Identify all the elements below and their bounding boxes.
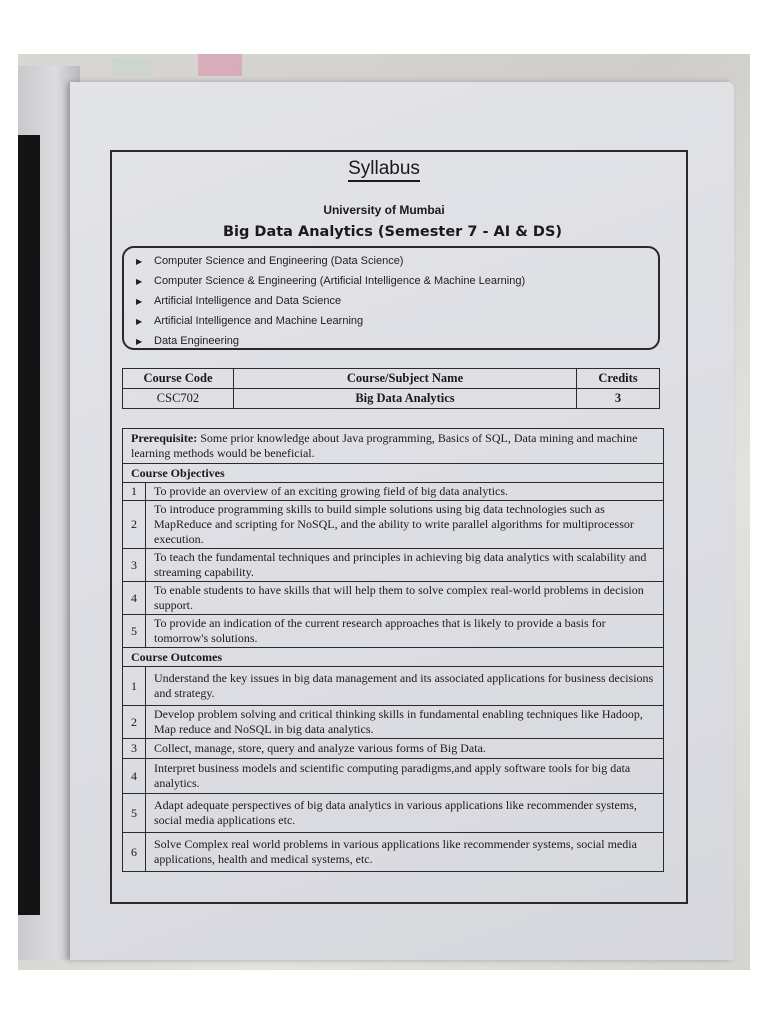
objective-number: 5 xyxy=(123,615,146,648)
table-row xyxy=(123,739,664,759)
bullet-icon: ▶ xyxy=(136,337,143,346)
outcome-text: Collect, manage, store, query and analyze various forms of Big Data. xyxy=(146,739,664,759)
objective-number: 2 xyxy=(123,501,146,549)
course-code: CSC702 xyxy=(123,389,234,409)
table-row xyxy=(123,667,664,706)
outcome-number: 2 xyxy=(123,706,146,739)
outcome-text: Adapt adequate perspectives of big data analytics in various applications like recommender systems, social media applications etc. xyxy=(146,794,664,833)
outcome-number: 6 xyxy=(123,833,146,872)
objective-text: To teach the fundamental techniques and principles in achieving big data analytics with scalability and streaming capability. xyxy=(146,549,664,582)
table-row xyxy=(123,483,664,501)
branch-item: ▶ Computer Science and Engineering (Data Science) xyxy=(136,251,658,271)
credits-value: 3 xyxy=(577,389,660,409)
outcome-number: 5 xyxy=(123,794,146,833)
objectives-heading: Course Objectives xyxy=(123,464,664,483)
outcome-text: Interpret business models and scientific computing paradigms,and apply software tools for big data analytics. xyxy=(146,759,664,794)
bullet-icon: ▶ xyxy=(136,257,143,266)
table-row xyxy=(123,833,664,872)
table-row xyxy=(123,389,660,409)
objective-number: 3 xyxy=(123,549,146,582)
branch-item: ▶ Artificial Intelligence and Data Science xyxy=(136,291,658,311)
sticky-note xyxy=(112,58,152,76)
objective-text: To provide an indication of the current research approaches that is likely to provide a basis for tomorrow's solutions. xyxy=(146,615,664,648)
prerequisite-text: Some prior knowledge about Java programming, Basics of SQL, Data mining and machine learning methods would be beneficial. xyxy=(131,431,638,460)
branch-item: ▶ Data Engineering xyxy=(136,331,658,351)
subject-title: Big Data Analytics (Semester 7 - AI & DS) xyxy=(222,224,563,240)
sticky-note xyxy=(198,54,242,76)
branch-item: ▶ Artificial Intelligence and Machine Learning xyxy=(136,311,658,331)
table-row xyxy=(123,759,664,794)
course-name-header: Course/Subject Name xyxy=(234,369,577,389)
table-header-row xyxy=(123,369,660,389)
outcome-number: 4 xyxy=(123,759,146,794)
course-name: Big Data Analytics xyxy=(234,389,577,409)
outcome-text: Understand the key issues in big data management and its associated applications for business decisions and strategy. xyxy=(146,667,664,706)
outcome-text: Develop problem solving and critical thinking skills in fundamental enabling techniques like Hadoop, Map reduce and NoSQL in big data analytics. xyxy=(146,706,664,739)
table-row xyxy=(123,706,664,739)
prerequisite-label: Prerequisite: xyxy=(131,431,198,445)
objective-text: To introduce programming skills to build simple solutions using big data technologies such as MapReduce and scripting for NoSQL, and the ability to write parallel algorithms for multiprocessor execution. xyxy=(146,501,664,549)
bullet-icon: ▶ xyxy=(136,297,143,306)
table-row xyxy=(123,615,664,648)
table-row xyxy=(123,794,664,833)
bullet-icon: ▶ xyxy=(136,277,143,286)
prerequisite-cell xyxy=(123,429,664,464)
section-row xyxy=(123,648,664,667)
course-code-header: Course Code xyxy=(123,369,234,389)
prerequisite-row xyxy=(123,429,664,464)
branch-item: ▶ Computer Science & Engineering (Artificial Intelligence & Machine Learning) xyxy=(136,271,658,291)
table-row xyxy=(123,549,664,582)
outcomes-heading: Course Outcomes xyxy=(123,648,664,667)
outcome-number: 3 xyxy=(123,739,146,759)
outcome-number: 1 xyxy=(123,667,146,706)
course-info-table xyxy=(122,368,660,409)
branch-list xyxy=(122,246,660,350)
objective-text: To provide an overview of an exciting growing field of big data analytics. xyxy=(146,483,664,501)
outcome-text: Solve Complex real world problems in various applications like recommender systems, social media applications, health and medical systems, etc. xyxy=(146,833,664,872)
page-title: Syllabus xyxy=(0,158,768,180)
objective-text: To enable students to have skills that will help them to solve complex real-world problems in decision support. xyxy=(146,582,664,615)
table-row xyxy=(123,582,664,615)
university-name: University of Mumbai xyxy=(323,203,445,217)
section-row xyxy=(123,464,664,483)
table-row xyxy=(123,501,664,549)
previous-page-border xyxy=(18,135,40,915)
credits-header: Credits xyxy=(577,369,660,389)
bullet-icon: ▶ xyxy=(136,317,143,326)
objective-number: 1 xyxy=(123,483,146,501)
objective-number: 4 xyxy=(123,582,146,615)
objectives-outcomes-table xyxy=(122,428,664,872)
